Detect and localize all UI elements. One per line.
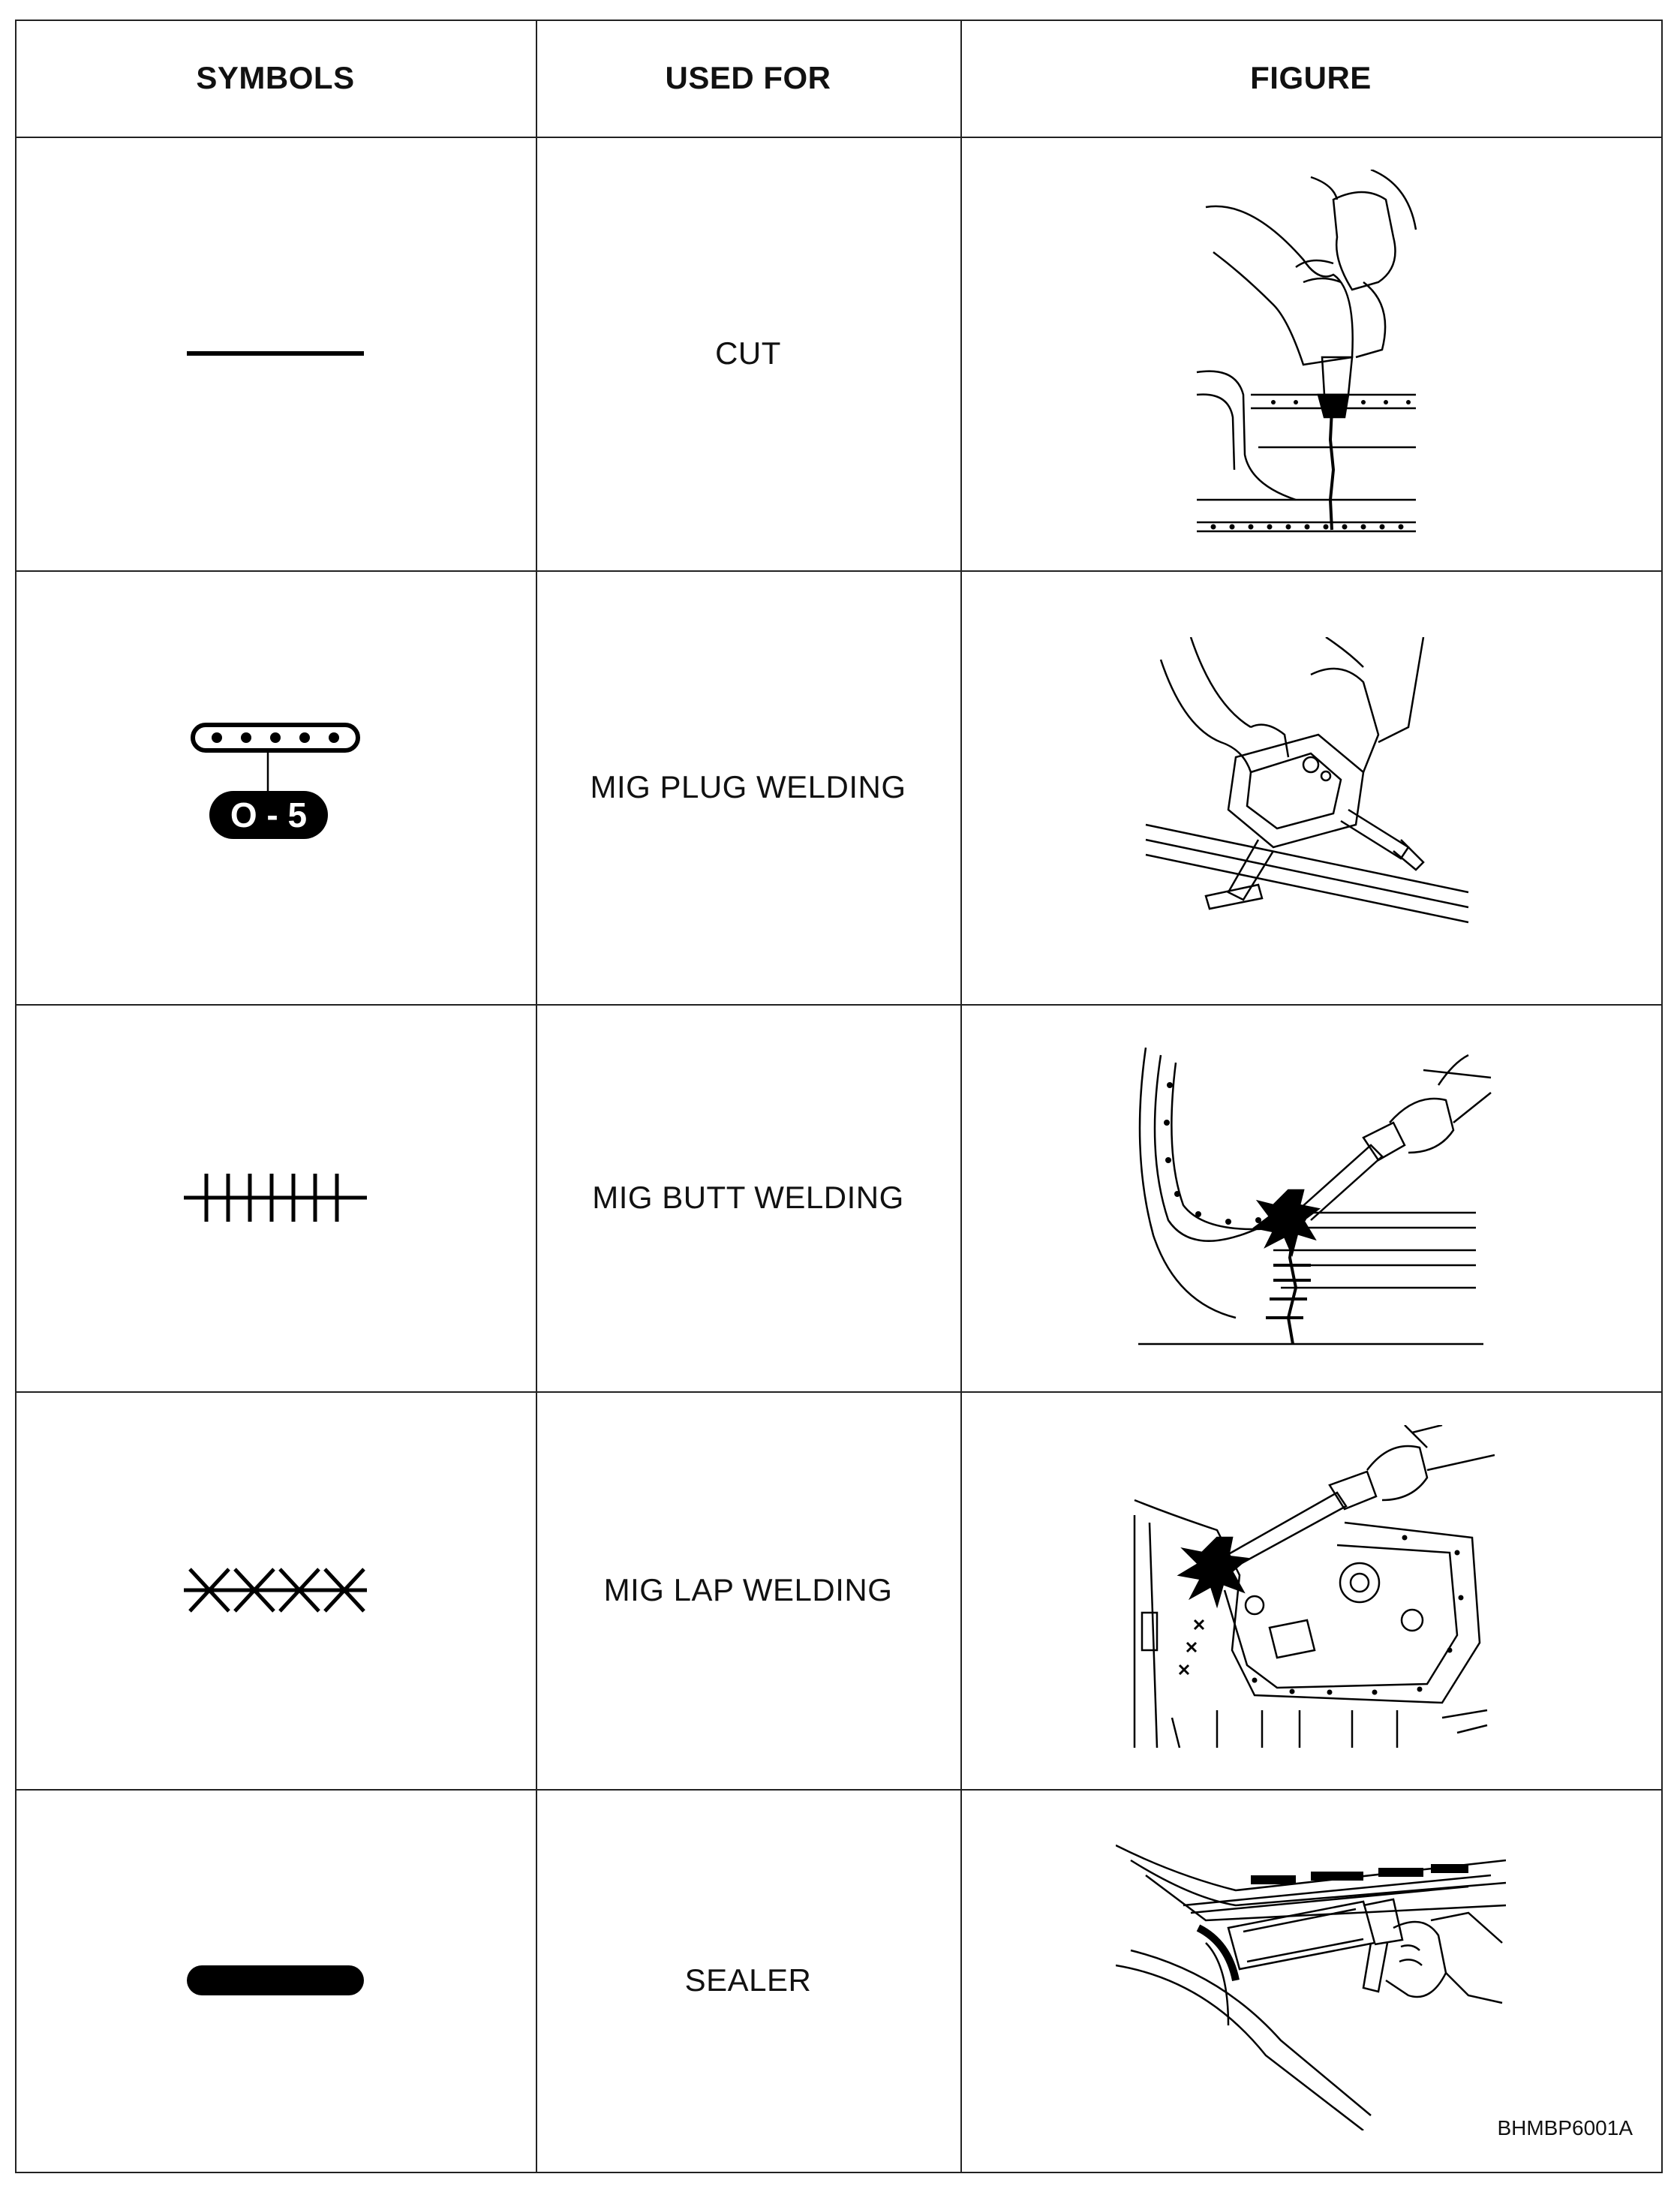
butt-weld-symbol-icon bbox=[178, 1160, 373, 1235]
used-for-sealer: SEALER bbox=[684, 1962, 812, 1998]
lap-welding-illustration-icon bbox=[1127, 1425, 1495, 1755]
sealer-gun-illustration-icon bbox=[1116, 1830, 1506, 2130]
symbol-cell bbox=[15, 1789, 536, 2172]
sealer-symbol-icon bbox=[178, 1962, 373, 1999]
table-border-right bbox=[1661, 20, 1663, 2173]
plug-weld-code-label: O - 5 bbox=[230, 795, 308, 834]
symbol-cell bbox=[15, 137, 536, 570]
symbol-cell bbox=[15, 1004, 536, 1391]
used-for-plug-welding: MIG PLUG WELDING bbox=[590, 769, 906, 804]
plug-weld-symbol-icon bbox=[178, 716, 373, 858]
cut-line-symbol-icon bbox=[178, 342, 373, 365]
butt-welding-illustration-icon bbox=[1123, 1040, 1498, 1355]
figure-cell bbox=[960, 1391, 1661, 1789]
cutting-tool-illustration-icon bbox=[1191, 170, 1431, 537]
symbol-cell bbox=[15, 570, 536, 1004]
spot-weld-drill-illustration-icon bbox=[1138, 637, 1483, 937]
table-border-bottom bbox=[15, 2172, 1663, 2173]
figure-cell bbox=[960, 570, 1661, 1004]
symbol-cell bbox=[15, 1391, 536, 1789]
used-for-lap-welding: MIG LAP WELDING bbox=[603, 1572, 893, 1607]
used-for-butt-welding: MIG BUTT WELDING bbox=[592, 1180, 904, 1215]
header-symbols: SYMBOLS bbox=[196, 60, 355, 95]
lap-weld-symbol-icon bbox=[178, 1560, 373, 1620]
used-for-cut: CUT bbox=[715, 335, 781, 371]
figure-cell bbox=[960, 137, 1661, 570]
figure-code: BHMBP6001A bbox=[1497, 2116, 1633, 2139]
header-used-for: USED FOR bbox=[665, 60, 831, 95]
figure-cell bbox=[960, 1789, 1661, 2172]
figure-cell bbox=[960, 1004, 1661, 1391]
header-figure: FIGURE bbox=[1250, 60, 1372, 95]
symbols-table bbox=[15, 20, 1663, 2173]
